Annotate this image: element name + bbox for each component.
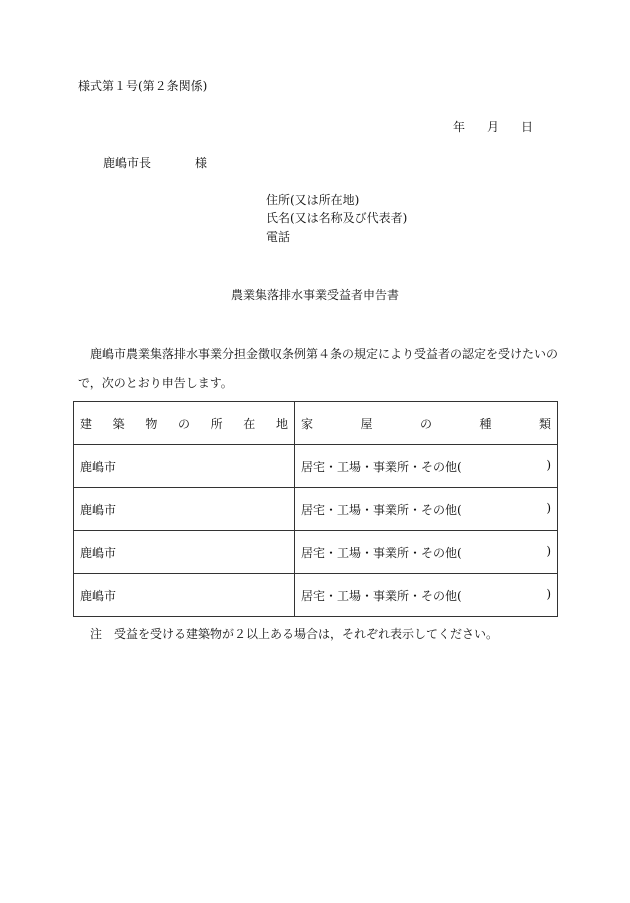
table-header-row: [74, 402, 558, 445]
applicant-name-label: 氏名(又は名称及び代表者): [266, 211, 408, 225]
form-number: 様式第１号(第２条関係): [78, 79, 208, 93]
header-building-location-label: [80, 415, 288, 432]
type-close-paren: ): [546, 543, 551, 558]
location-cell[interactable]: [74, 531, 295, 574]
table-row: [74, 531, 558, 574]
type-close-paren: ): [546, 586, 551, 601]
date-day-label: 日: [521, 120, 534, 134]
type-close-paren: ): [546, 500, 551, 515]
document-title: 農業集落排水事業受益者申告書: [230, 288, 399, 302]
applicant-phone-label: 電話: [266, 230, 291, 244]
location-value: 鹿嶋市: [80, 588, 117, 603]
table-row: [74, 445, 558, 488]
addressee-suffix: 様: [195, 156, 208, 170]
addressee-name: 鹿嶋市長: [103, 156, 152, 170]
header-char: 在: [243, 416, 256, 431]
type-cell[interactable]: [295, 574, 558, 617]
header-char: 所: [210, 416, 223, 431]
type-options: 居宅・工場・事業所・その他(: [301, 502, 462, 517]
header-house-type-label: [301, 415, 551, 432]
body-text-line-1: 鹿嶋市農業集落排水事業分担金徴収条例第４条の規定により受益者の認定を受けたいの: [90, 347, 559, 361]
header-char: 地: [275, 416, 288, 431]
header-char: 築: [112, 416, 125, 431]
footnote: 注 受益を受ける建築物が２以上ある場合は，それぞれ表示してください。: [90, 627, 499, 641]
location-value: 鹿嶋市: [80, 545, 117, 560]
body-text-line-2: で，次のとおり申告します。: [78, 376, 233, 390]
table-row: [74, 488, 558, 531]
location-value: 鹿嶋市: [80, 502, 117, 517]
location-cell[interactable]: [74, 445, 295, 488]
table-row: [74, 574, 558, 617]
type-options: 居宅・工場・事業所・その他(: [301, 459, 462, 474]
header-building-location: [74, 402, 295, 445]
location-cell[interactable]: [74, 488, 295, 531]
date-month-label: 月: [487, 120, 500, 134]
type-cell[interactable]: [295, 531, 558, 574]
type-close-paren: ): [546, 457, 551, 472]
type-cell[interactable]: [295, 488, 558, 531]
header-char: の: [419, 416, 432, 431]
declaration-table: [73, 401, 558, 617]
location-cell[interactable]: [74, 574, 295, 617]
date-year-label: 年: [453, 120, 466, 134]
header-char: 建: [80, 416, 93, 431]
type-cell[interactable]: [295, 445, 558, 488]
applicant-address-label: 住所(又は所在地): [266, 193, 360, 207]
header-char: の: [177, 416, 190, 431]
header-house-type: [295, 402, 558, 445]
location-value: 鹿嶋市: [80, 459, 117, 474]
header-char: 種: [479, 416, 492, 431]
header-char: 家: [301, 416, 314, 431]
header-char: 類: [538, 416, 551, 431]
header-char: 物: [145, 416, 158, 431]
type-options: 居宅・工場・事業所・その他(: [301, 588, 462, 603]
header-char: 屋: [360, 416, 373, 431]
type-options: 居宅・工場・事業所・その他(: [301, 545, 462, 560]
